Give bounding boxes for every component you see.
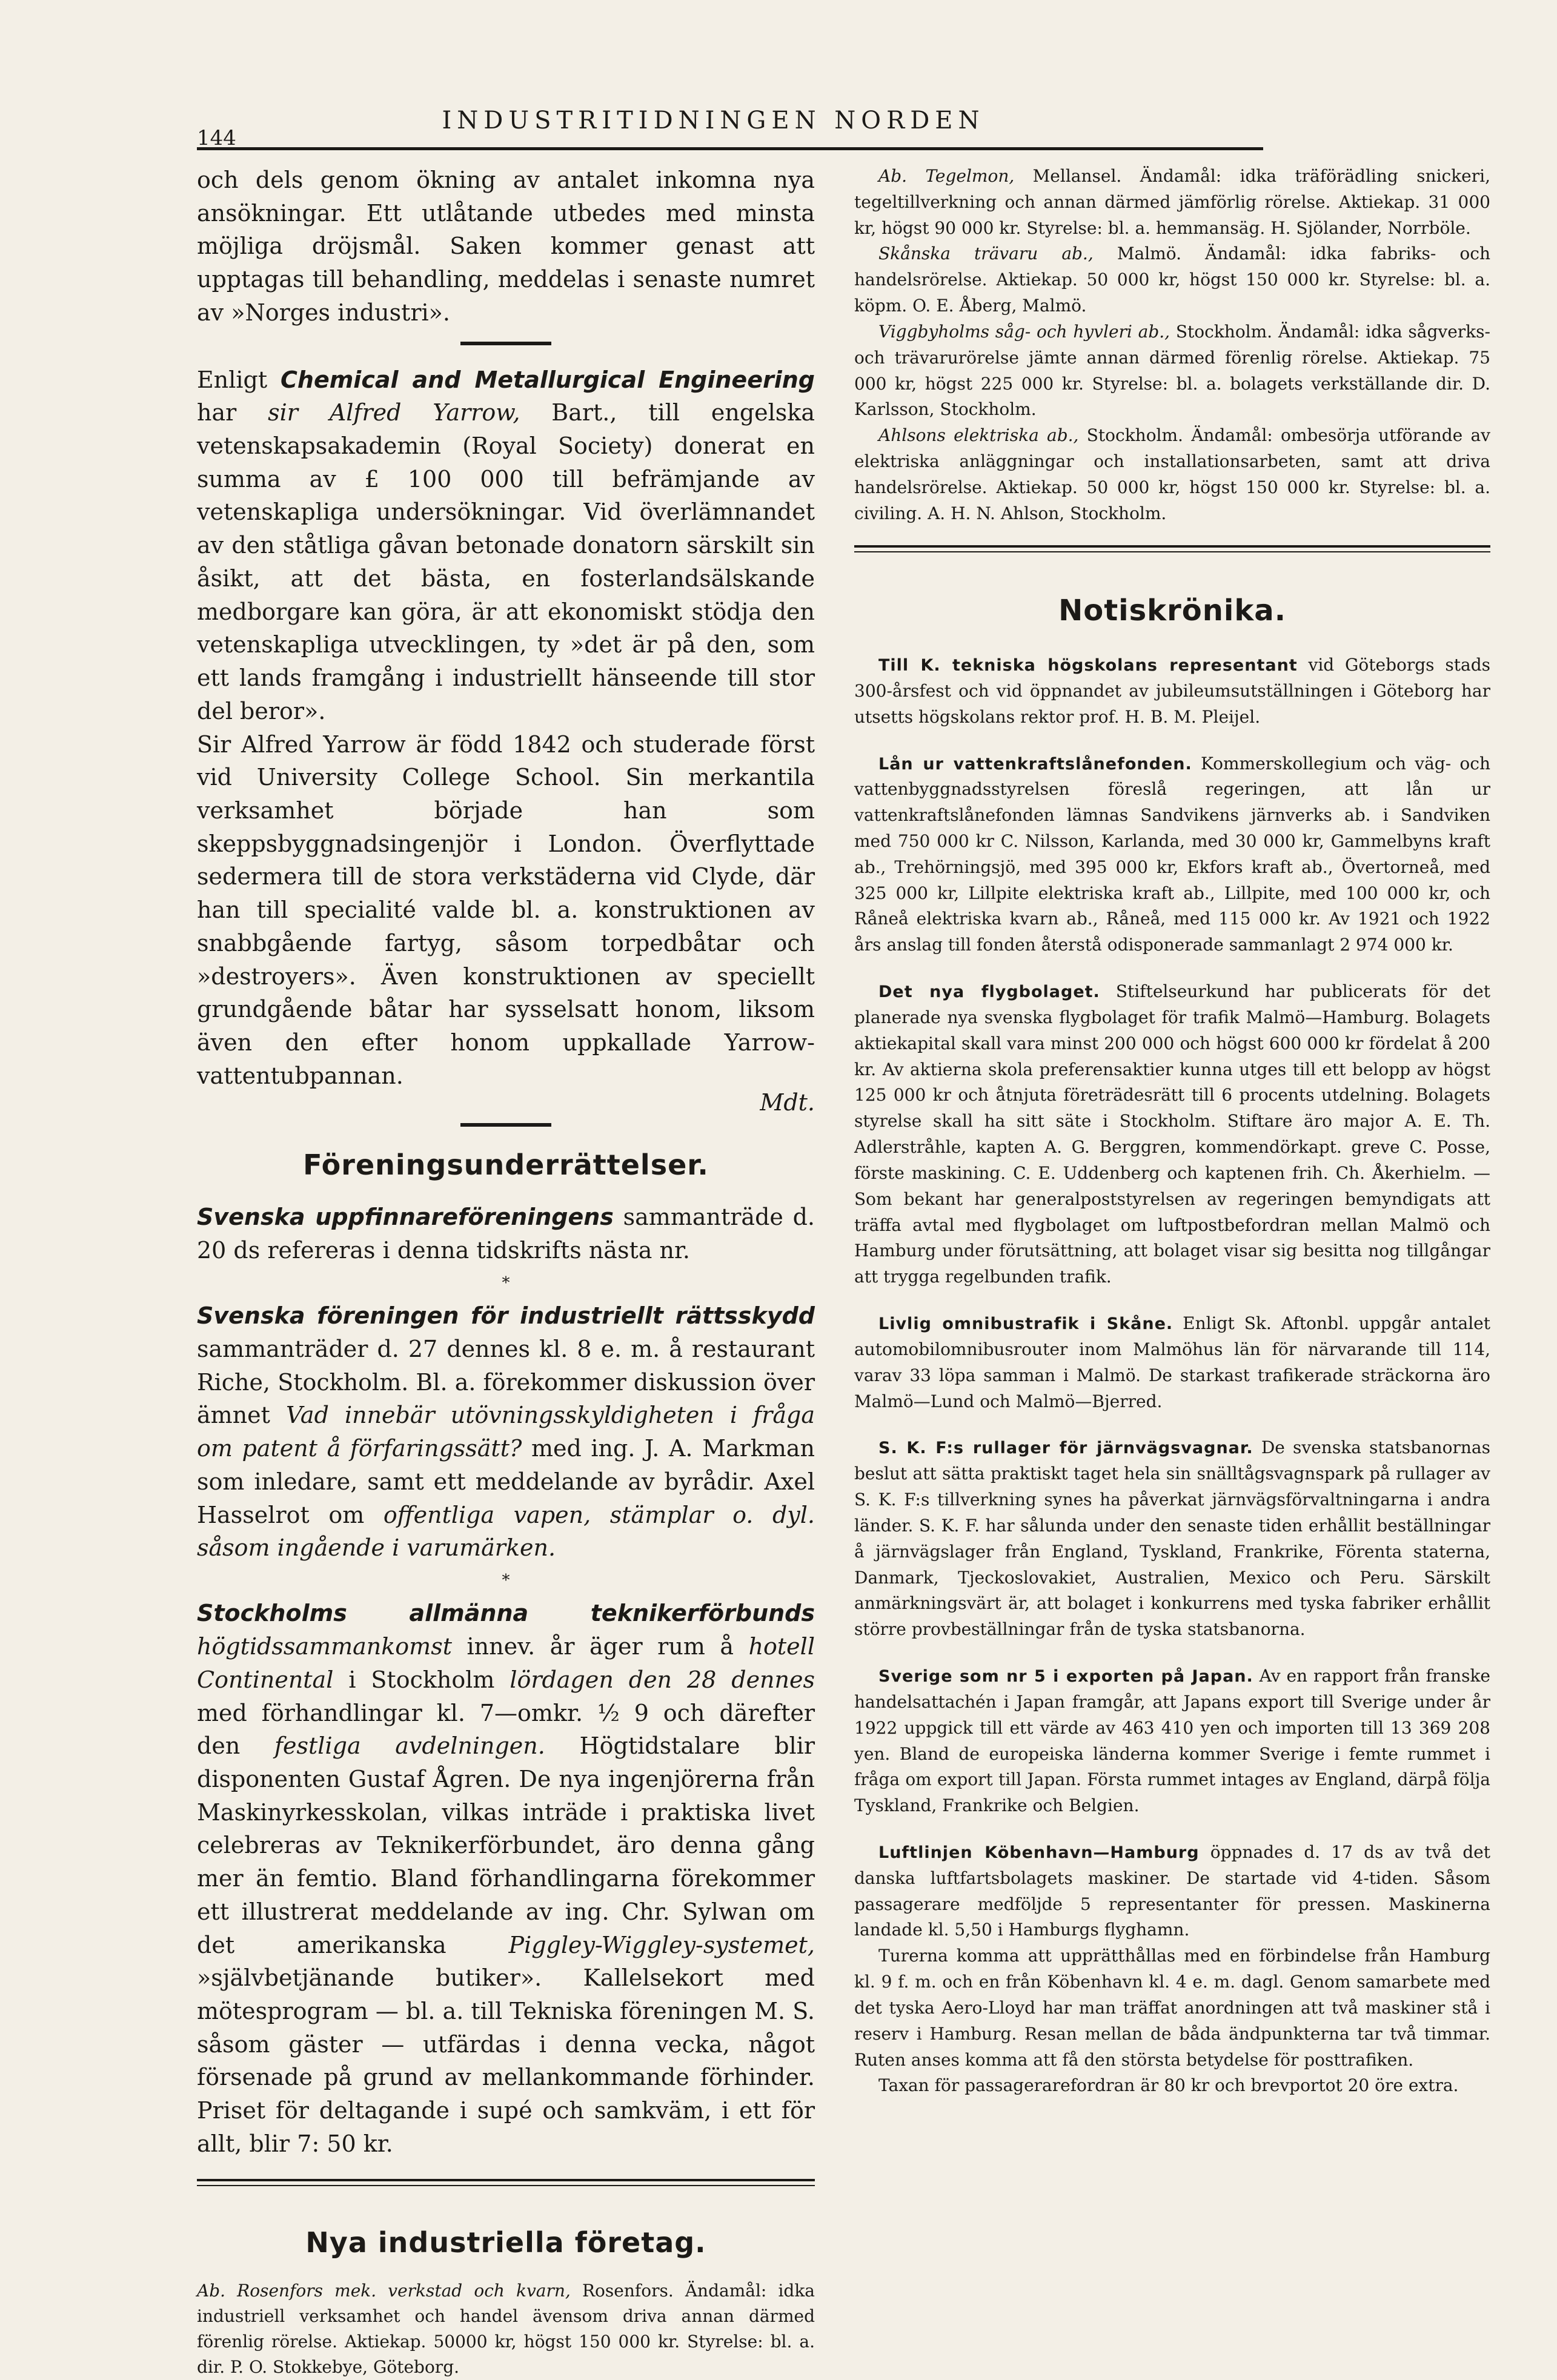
separator <box>460 342 551 345</box>
tegelmon-entry <box>854 164 1490 241</box>
section-rule <box>197 2179 815 2186</box>
notice-text: De svenska statsbanornas beslut att sätta praktiskt taget hela sin snälltågsvagnspark på rullager av S. K. F:s tillverkning synes ha påverkat järnvägsförvaltningarna i andra länder. S. K. F. har sålunda under den senaste tiden erhållit beställningar å järnvägslager från England, Tyskland, Frankrike, Förenta staterna, Danmark, Tjeckoslovakiet, Australien, Mexico och Peru. Särskilt anmärkningsvärt är, att bolaget i konkurrens med tyska fabriker erhållit större provbeställningar från de tyska statsbanorna. <box>854 1437 1490 1640</box>
notice-head: Lån ur vattenkraftslånefonden. <box>878 754 1192 774</box>
page-header <box>197 103 1230 151</box>
viggbyholm-name: Viggbyholms såg- och hyvleri ab., <box>878 321 1170 342</box>
separator <box>460 1123 551 1127</box>
rosenfors-name: Ab. Rosenfors mek. verkstad och kvarn, <box>197 2280 571 2301</box>
section-rule <box>854 545 1490 552</box>
notice-head: Till K. tekniska högskolans representant <box>878 656 1298 675</box>
spacer <box>854 958 1490 979</box>
right-column <box>854 164 1490 2099</box>
skanska-name: Skånska trävaru ab., <box>878 244 1094 264</box>
yarrow-mid: har <box>197 399 237 426</box>
notice-head: S. K. F:s rullager för järnvägsvagnar. <box>878 1439 1253 1458</box>
notice-luftlinjen <box>854 1840 1490 1943</box>
stf-notice <box>197 1597 815 2160</box>
stf-t2: i Stockholm <box>348 1666 495 1693</box>
notice-khogskolan <box>854 652 1490 730</box>
tegelmon-name: Ab. Tegelmon, <box>878 166 1015 186</box>
rosenfors-text: Rosenfors. Ändamål: idka industriell verksamhet och handel ävensom driva annan därmed förenlig rörelse. Aktiekap. 50000 kr, högst 150 000 kr. Styrelse: bl. a. dir. P. O. Stokkebye, Göteborg. <box>197 2280 815 2377</box>
page-number: 144 <box>197 126 236 150</box>
header-rule <box>197 147 1263 150</box>
asterisk-divider: * <box>502 1273 510 1292</box>
left-column <box>197 164 815 2380</box>
spacer <box>854 1290 1490 1311</box>
notice-head: Livlig omnibustrafik i Skåne. <box>878 1314 1174 1334</box>
notice-head: Sverige som nr 5 i exporten på Japan. <box>878 1667 1253 1686</box>
sfir-text1: sammanträder d. 27 dennes kl. 8 e. m. å restaurant Riche, Stockholm. Bl. a. förekommer diskussion över ämnet <box>197 1335 815 1429</box>
notice-vattenkraft <box>854 751 1490 959</box>
notice-text: Kommerskollegium och väg- och vattenbyggnadsstyrelsen föreslå regeringen, att lån ur vattenkraftslånefonden lämnas Sandvikens järnverks ab. i Sandviken med 750 000 kr C. Nilsson, Karlanda, med 30 000 kr, Gammelbyns kraft ab., Trehörningsjö, med 395 000 kr, Ekfors kraft ab., Övertorneå, med 325 000 kr, Lillpite elektriska kraft ab., Lillpite, med 100 000 kr, och Råneå elektriska kvarn ab., Råneå, med 115 000 kr. Av 1921 och 1922 års anslag till fonden återstå odisponerade sammanlagt 2 974 000 kr. <box>854 753 1490 955</box>
ahlsons-entry <box>854 423 1490 526</box>
sfir-notice <box>197 1299 815 1565</box>
notice-text: Stiftelseurkund har publicerats för det planerade nya svenska flygbolaget för trafik Malmö—Hamburg. Bolagets aktiekapital skall vara minst 200 000 och högst 600 000 kr fördelat å 200 kr. Av aktierna skola preferensaktier kunna utges till ett belopp av högst 125 000 kr och åtnjuta företrädesrätt till 6 procents utdelning. Bolagets styrelse skall ha sitt säte i Stockholm. Stiftare äro major A. E. Th. Adlerstråhle, kapten A. G. Berggren, kommendörkapt. greve C. Posse, förste maskining. C. E. Uddenberg och kaptenen frih. Ch. Åkerhielm. — Som bekant har generalpoststyrelsen av regeringen bemyndigats att träffa avtal med flygbolaget om luftpostbefordran mellan Malmö och Hamburg under förutsättning, att bolaget visar sig besitta nog tillgångar att trygga regelbunden trafik. <box>854 981 1490 1287</box>
svf-notice <box>197 1201 815 1267</box>
svf-name: Svenska uppfinnareföreningens <box>197 1204 614 1231</box>
skanska-text: Malmö. Ändamål: idka fabriks- och handelsrörelse. Aktiekap. 50 000 kr, högst 150 000 kr. Styrelse: bl. a. köpm. O. E. Åberg, Malmö. <box>854 244 1491 316</box>
sfir-topic: Vad innebär utövningsskyldigheten i fråga om patent å förfaringssätt? <box>197 1402 815 1462</box>
yarrow-rest: Bart., till engelska vetenskapsakademin (Royal Society) donerat en summa av £ 100 000 till befrämjande av vetenskapliga undersökningar. Vid överlämnandet av den ståtliga gåvan betonade donatorn särskilt sin åsikt, att det bästa, en fosterlandsälskande medborgare kan göra, är att ekonomiskt stödja den vetenskapliga utvecklingen, ty »det är på den, som ett lands framgång i industriellt hänseende till stor del beror». <box>197 399 815 724</box>
tegelmon-text: Mellansel. Ändamål: idka träförädling snickeri, tegeltillverkning och annan därmed jämförlig rörelse. Aktiekap. 31 000 kr, högst 90 000 kr. Styrelse: bl. a. hemmansäg. H. Sjölander, Norrböle. <box>854 166 1490 238</box>
spacer <box>854 1414 1490 1435</box>
spacer <box>854 731 1490 751</box>
notice-skf <box>854 1435 1490 1643</box>
stf-t5: »självbetjänande butiker». Kallelsekort med mötesprogram — bl. a. till Tekniska föreningen M. S. såsom gäster — utfärdas i denna vecka, något försenade på grund av mellankommande förhinder. Priset för deltagande i supé och samkväm, i ett för allt, blir 7: 50 kr. <box>197 1964 815 2157</box>
signature: Mdt. <box>760 1089 815 1116</box>
notice-text: öppnades d. 17 ds av två det danska luftfartsbolagets maskiner. De startade vid 4-tiden. Såsom passagerare medföljde 5 representanter för pressen. Maskinerna landade kl. 5,50 i Hamburgs flyghamn. <box>854 1841 1490 1940</box>
svf-text: sammanträde d. 20 ds refereras i denna tidskrifts nästa nr. <box>197 1204 815 1264</box>
rosenfors-entry <box>197 2278 815 2380</box>
yarrow-pre: Enligt <box>197 366 268 393</box>
skanska-entry <box>854 241 1490 319</box>
stf-it5: Piggley-Wiggley-systemet, <box>508 1931 815 1958</box>
stf-t3: med förhandlingar kl. 7—omkr. ½ 9 och därefter den <box>197 1699 815 1760</box>
yarrow-name: sir Alfred Yarrow, <box>268 399 520 426</box>
notice-head: Det nya flygbolaget. <box>878 983 1100 1002</box>
ahlsons-name: Ahlsons elektriska ab., <box>878 425 1079 446</box>
yarrow-bio: Sir Alfred Yarrow är född 1842 och studerade först vid University College School. Sin merkantila verksamhet började han som skeppsbyggnadsingenjör i London. Överflyttade sedermera till de stora verkstäderna vid Clyde, där han till specialité valde bl. a. konstruktionen av snabbgående fartyg, såsom torpedbåtar och »destroyers». Även konstruktionen av speciellt grundgående båtar har sysselsatt honom, liksom även den efter honom uppkallade Yarrow-vattentubpannan. <box>197 731 815 1089</box>
notice-japan <box>854 1663 1490 1819</box>
heading-nya-industriella-foretag: Nya industriella företag. <box>305 2226 706 2259</box>
notice-text: vid Göteborgs stads 300-årsfest och vid öppnandet av jubileumsutställningen i Göteborg har utsetts högskolans rektor prof. H. B. M. Pleijel. <box>854 655 1490 727</box>
viggbyholm-text: Stockholm. Ändamål: idka sågverks- och trävarurörelse jämte annan därmed förenlig rörelse. Aktiekap. 75 000 kr, högst 225 000 kr. Styrelse: bl. a. bolagets verkställande dir. D. Karlsson, Stockholm. <box>854 321 1490 420</box>
heading-foreningsunderrattelser: Föreningsunderrättelser. <box>303 1149 709 1182</box>
spacer <box>854 1643 1490 1663</box>
heading-notiskronika: Notiskrönika. <box>1058 593 1286 628</box>
notice-luftlinjen-p3: Taxan för passagerarefordran är 80 kr och brevportot 20 öre extra. <box>878 2075 1459 2096</box>
stf-it3: lördagen den 28 dennes <box>510 1666 815 1693</box>
norges-paragraph: och dels genom ökning av antalet inkomna nya ansökningar. Ett utlåtande utbedes med minsta möjliga dröjsmål. Saken kommer genast att upptagas till behandling, meddelas i senaste numret av »Norges industri». <box>197 167 815 326</box>
notice-omnibus <box>854 1311 1490 1414</box>
stf-it1: högtidssammankomst <box>197 1633 452 1660</box>
notice-text: Av en rapport från franske handelsattachén i Japan framgår, att Japans export till Sverige under år 1922 uppgick till ett värde av 463 410 yen och importen till 13 369 208 yen. Bland de europeiska länderna kommer Sverige i femte rummet i fråga om export till Japan. Första rummet intages av England, därpå följa Tyskland, Frankrike och Belgien. <box>854 1666 1490 1816</box>
ahlsons-text: Stockholm. Ändamål: ombesörja utförande av elektriska anläggningar och installationsarbeten, samt att driva handelsrörelse. Aktiekap. 50 000 kr, högst 150 000 kr. Styrelse: bl. a. civiling. A. H. N. Ahlson, Stockholm. <box>854 425 1490 523</box>
stf-it4: festliga avdelningen. <box>274 1732 545 1760</box>
notice-luftlinjen-p2: Turerna komma att upprätthållas med en förbindelse från Hamburg kl. 9 f. m. och en från Köbenhavn kl. 4 e. m. dagl. Genom samarbete med det tyska Aero-Lloyd har man träffat anordningen att två maskiner stå i reserv i Hamburg. Resan mellan de båda ändpunkterna tar två timmar. Ruten anses komma att få den största betydelse för posttrafiken. <box>854 1946 1490 2070</box>
journal-name: Chemical and Metallurgical Engineering <box>281 366 815 393</box>
viggbyholm-entry <box>854 319 1490 423</box>
stf-it2: hotell Continental <box>197 1633 815 1693</box>
stf-t1: innev. år äger rum å <box>466 1633 734 1660</box>
yarrow-paragraph <box>197 363 815 728</box>
sfir-topic2: offentliga vapen, stämplar o. dyl. såsom ingående i varumärken. <box>197 1501 815 1562</box>
sfir-name: Svenska föreningen för industriellt rättsskydd <box>197 1302 815 1330</box>
sfir-text2: med ing. J. A. Markman som inledare, samt ett meddelande av byrådir. Axel Hasselrot om <box>197 1435 815 1528</box>
spacer <box>854 1819 1490 1840</box>
masthead-title: INDUSTRITIDNINGEN NORDEN <box>442 107 985 134</box>
asterisk-divider: * <box>502 1571 510 1589</box>
notice-flygbolaget <box>854 979 1490 1290</box>
stf-name: Stockholms allmänna teknikerförbunds <box>197 1600 815 1627</box>
stf-t4: Högtidstalare blir disponenten Gustaf Ågren. De nya ingenjörerna från Maskinyrkesskolan, vilkas inträde i praktiska livet celebreras av Teknikerförbundet, äro denna gång mer än femtio. Bland förhandlingarna förekommer ett illustrerat meddelande av ing. Chr. Sylwan om det amerikanska <box>197 1732 815 1958</box>
notice-head: Luftlinjen Köbenhavn—Hamburg <box>878 1843 1200 1862</box>
notice-text: Enligt Sk. Aftonbl. uppgår antalet automobilomnibusrouter inom Malmöhus län för närvarande till 114, varav 33 löpa samman i Malmö. De starkast trafikerade sträckorna äro Malmö—Lund och Malmö—Bjerred. <box>854 1313 1490 1411</box>
